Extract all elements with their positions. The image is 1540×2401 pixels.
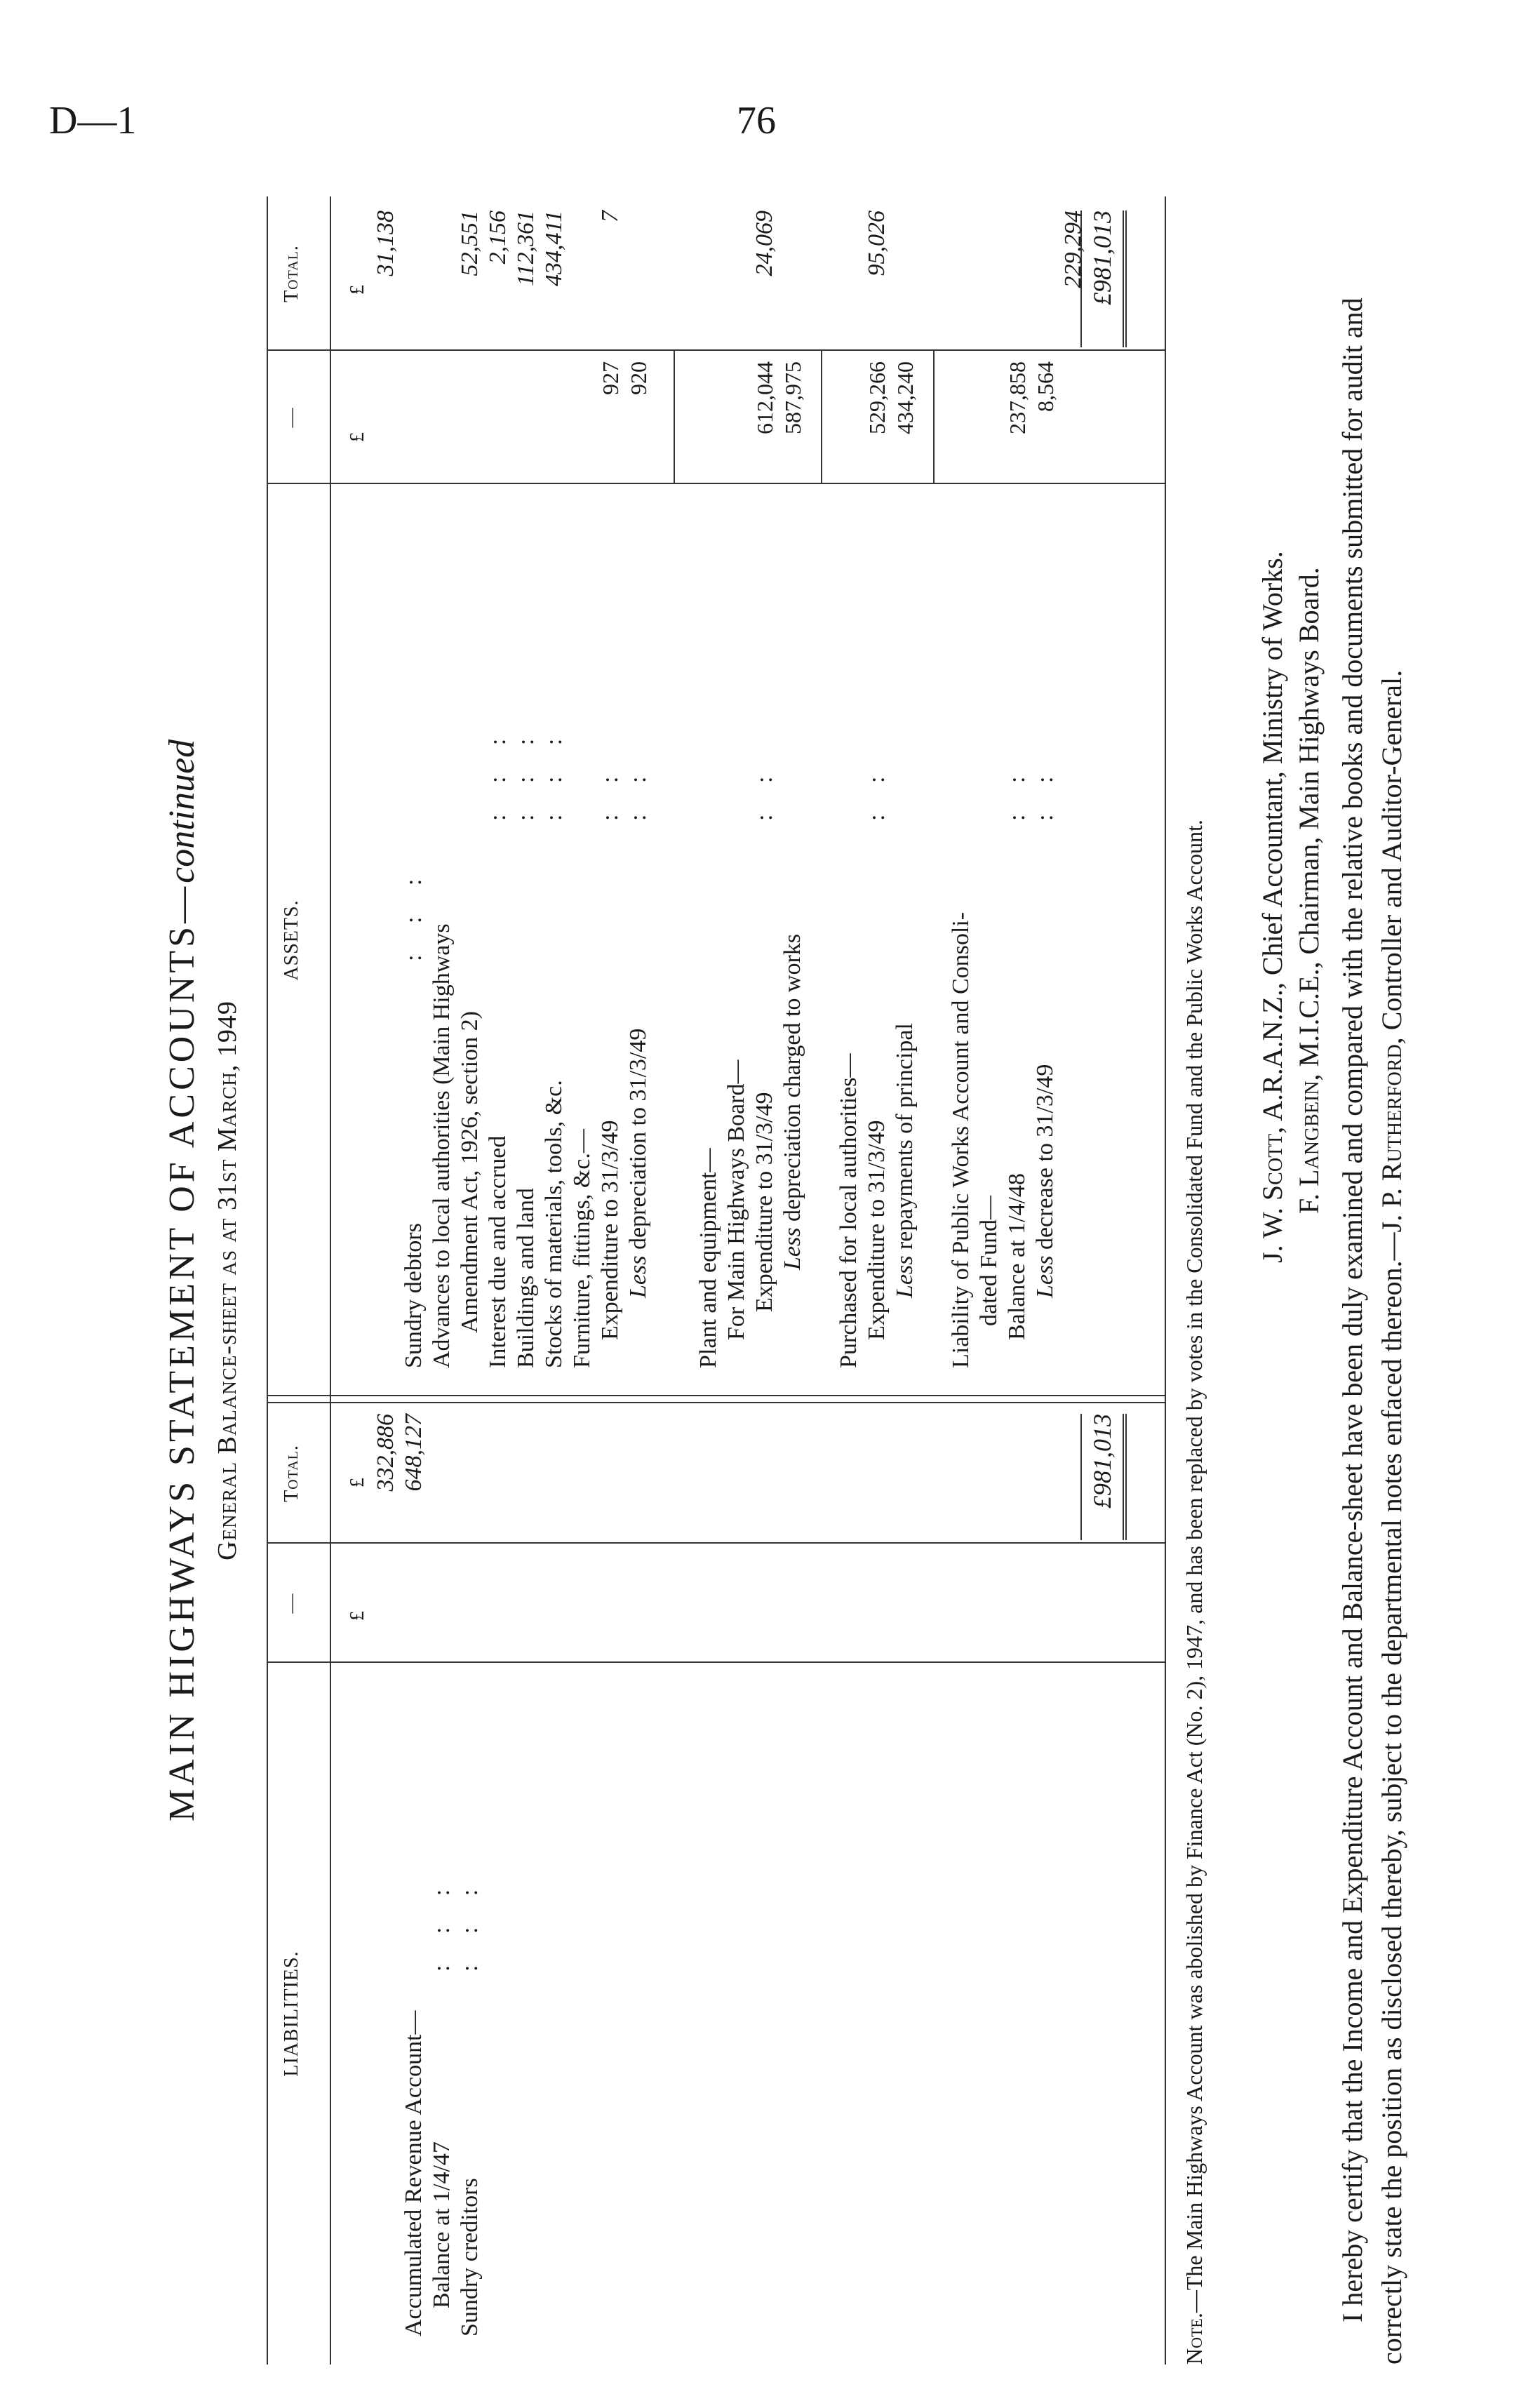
col-divider	[267, 349, 1165, 351]
asset-sundry-debtors-label: Sundry debtors	[401, 1223, 427, 1368]
leader-dots: : :	[1004, 763, 1030, 821]
asset-liability-balance-value: 237,858	[1005, 361, 1030, 434]
balance-sheet-subtitle: General Balance-sheet as at 31st March, 1949	[213, 1001, 242, 1560]
depreciation-text: depreciation to 31/3/49	[625, 1028, 651, 1250]
asset-plant-depreciation-value: 587,975	[780, 361, 805, 434]
header-dash-left: —	[281, 1593, 302, 1614]
liab-grand-total: £981,013	[1080, 1414, 1127, 1540]
rotated-page-content	[161, 196, 1466, 2365]
leader-dots: : : :	[457, 1876, 483, 1972]
asset-purchased-net-value: 95,026	[864, 210, 890, 276]
leader-dots: : :	[751, 763, 777, 821]
asset-furniture-net-value: 7	[597, 210, 623, 222]
header-assets: ASSETS.	[281, 899, 302, 981]
auditor-title: , Controller and Auditor-General.	[1376, 669, 1407, 1045]
asset-currency-sign: £	[347, 432, 368, 442]
header-total-left: Total.	[281, 1445, 302, 1502]
title-main: MAIN HIGHWAYS STATEMENT OF ACCOUNTS—	[162, 883, 202, 1822]
title-continued: continued	[162, 739, 202, 883]
subtotal-rule	[674, 351, 675, 484]
leader-dots: : :	[1032, 763, 1058, 821]
depreciation-text: depreciation charged to works	[779, 933, 805, 1222]
asset-advances-label-2: Amendment Act, 1926, section 2)	[457, 1011, 483, 1333]
less-word: Less	[892, 1255, 918, 1298]
asset-liability-label-1: Liability of Public Works Account and Consoli-	[948, 911, 974, 1368]
center-double-divider	[267, 1395, 1165, 1403]
signatory-title: , A.R.A.N.Z., Chief Accountant, Ministry of Works.	[1257, 551, 1288, 1134]
signature-chairman	[1292, 567, 1325, 1214]
leader-dots: : : :	[513, 725, 539, 821]
asset-furniture-depreciation-value: 920	[626, 361, 651, 395]
leader-dots: : :	[597, 763, 623, 821]
asset-interest-value: 2,156	[485, 210, 511, 265]
liab-currency-sign: £	[347, 1611, 368, 1621]
asset-furniture-depreciation-label	[624, 1029, 652, 1298]
header-total-right: Total.	[281, 245, 302, 302]
asset-purchased-expenditure-value: 529,266	[864, 361, 890, 434]
asset-plant-expenditure-value: 612,044	[752, 361, 777, 434]
asset-liability-decrease-value: 8,564	[1033, 361, 1058, 412]
asset-plant-label: Plant and equipment—	[695, 1148, 721, 1368]
col-divider	[267, 1661, 1165, 1663]
certificate-text: I hereby certify that the Income and Expenditure Account and Balance-sheet have been duly examined and compared with the relative books and documents submitted for audit and correctly state the position as disclosed thereby, subject to the departmental notes enfaced thereon.—J. P.	[1337, 297, 1407, 2365]
liab-sundry-creditors-value: 648,127	[401, 1414, 427, 1492]
asset-sundry-debtors-value: 31,138	[373, 210, 399, 276]
balance-sheet-table	[267, 196, 1165, 2365]
note-text: —The Main Highways Account was abolished by Finance Act (No. 2), 1947, and has been replaced by votes in the Consolidated Fund and the Public Works Account.	[1181, 820, 1207, 2313]
note-lead: Note.	[1181, 2313, 1207, 2365]
signatory-name: J. W. Scott	[1257, 1133, 1288, 1263]
less-word: Less	[625, 1255, 651, 1298]
less-word: Less	[1032, 1255, 1058, 1298]
asset-advances-label-1: Advances to local authorities (Main Highways	[429, 923, 455, 1368]
liab-total-currency-sign: £	[347, 1478, 368, 1487]
asset-purchased-repayments-value: 434,240	[892, 361, 918, 434]
audit-certificate	[1333, 196, 1412, 2365]
asset-total-currency-sign: £	[347, 285, 368, 295]
liab-balance-value: 332,886	[373, 1414, 399, 1492]
statement-title	[161, 196, 203, 2365]
decrease-text: decrease to 31/3/49	[1032, 1064, 1058, 1250]
signatory-name: F. Langbein	[1293, 1081, 1325, 1214]
leader-dots: : : :	[541, 725, 567, 821]
asset-furniture-label: Furniture, fittings, &c.—	[569, 1129, 595, 1368]
asset-buildings-value: 112,361	[513, 210, 539, 286]
leader-dots: : : :	[401, 866, 427, 961]
leader-dots: : : :	[485, 725, 511, 821]
table-bottom-rule	[1165, 196, 1166, 2365]
signature-chief-accountant	[1256, 551, 1289, 1263]
page-series-code: D—1	[49, 99, 137, 142]
asset-liability-balance-label: Balance at 1/4/48	[1004, 1173, 1030, 1340]
table-top-rule	[267, 196, 268, 2365]
subtotal-rule	[933, 351, 935, 484]
subtotal-rule	[821, 351, 822, 484]
header-bottom-rule	[330, 196, 331, 2365]
asset-liability-net-value: 229,294	[1060, 210, 1086, 288]
asset-plant-sub-label: For Main Highways Board—	[723, 1059, 749, 1340]
asset-purchased-expenditure-label: Expenditure to 31/3/49	[864, 1120, 890, 1340]
liab-sundry-creditors-label: Sundry creditors	[457, 2178, 483, 2336]
header-dash-right: —	[281, 407, 302, 428]
asset-plant-net-value: 24,069	[751, 210, 777, 276]
auditor-name: Rutherford	[1376, 1044, 1407, 1182]
asset-plant-expenditure-label: Expenditure to 31/3/49	[751, 1092, 777, 1312]
asset-furniture-expenditure-value: 927	[598, 361, 623, 395]
leader-dots: : :	[864, 763, 890, 821]
asset-purchased-label: Purchased for local authorities—	[836, 1053, 862, 1368]
asset-buildings-label: Buildings and land	[513, 1188, 539, 1368]
liab-accumulated-revenue-label: Accumulated Revenue Account—	[401, 2010, 427, 2336]
asset-stocks-value: 434,411	[541, 210, 567, 286]
repayments-text: repayments of principal	[892, 1023, 918, 1250]
page-number: 76	[737, 99, 776, 142]
asset-liability-label-2: dated Fund—	[976, 1195, 1002, 1326]
less-word: Less	[779, 1227, 805, 1270]
asset-advances-value: 52,551	[457, 210, 483, 276]
asset-furniture-expenditure-label: Expenditure to 31/3/49	[597, 1120, 623, 1340]
asset-purchased-repayments-label	[891, 1023, 919, 1298]
asset-stocks-label: Stocks of materials, tools, &c.	[541, 1080, 567, 1368]
asset-interest-label: Interest due and accrued	[485, 1135, 511, 1368]
leader-dots: : :	[625, 763, 651, 821]
signatory-title: , M.I.C.E., Chairman, Main Highways Board.	[1293, 567, 1325, 1081]
leader-dots: : : :	[429, 1876, 455, 1972]
asset-liability-decrease-label	[1031, 1064, 1059, 1298]
asset-grand-total: £981,013	[1080, 210, 1127, 347]
footnote	[1179, 196, 1210, 2365]
liab-balance-label: Balance at 1/4/47	[429, 2141, 455, 2308]
asset-plant-depreciation-label	[779, 934, 807, 1270]
header-liabilities: LIABILITIES.	[281, 1951, 302, 2077]
